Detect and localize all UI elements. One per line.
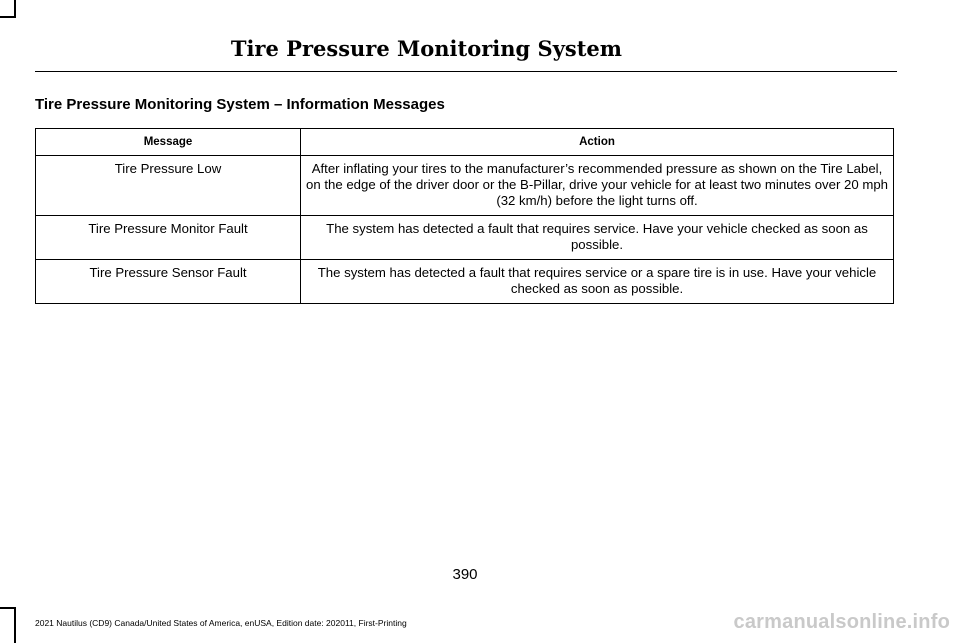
message-cell: Tire Pressure Low [36, 156, 301, 216]
crop-mark-top-left-horizontal [0, 16, 16, 18]
action-cell: The system has detected a fault that requires service or a spare tire is in use. Have your vehicle checked as soon as possible. [301, 260, 894, 304]
table-row [36, 260, 894, 304]
table-row [36, 216, 894, 260]
action-cell: After inflating your tires to the manufacturer’s recommended pressure as shown on the Tire Label, on the edge of the driver door or the B-Pillar, drive your vehicle for at least two minutes over 20 mph (32 km/h) before the light turns off. [301, 156, 894, 216]
crop-mark-top-left-vertical [14, 0, 16, 17]
information-messages-table [35, 128, 894, 304]
message-cell: Tire Pressure Sensor Fault [36, 260, 301, 304]
crop-mark-bottom-left-horizontal [0, 607, 16, 609]
action-cell: The system has detected a fault that requires service. Have your vehicle checked as soon as possible. [301, 216, 894, 260]
column-header-action: Action [301, 129, 894, 156]
crop-mark-bottom-left-vertical [14, 608, 16, 643]
column-header-message: Message [36, 129, 301, 156]
page-number: 390 [452, 566, 478, 583]
table-header-row [36, 129, 894, 156]
title-divider [35, 71, 897, 72]
page-title: Tire Pressure Monitoring System [230, 36, 622, 61]
message-cell: Tire Pressure Monitor Fault [36, 216, 301, 260]
watermark: carmanualsonline.info [733, 611, 950, 633]
table-row [36, 156, 894, 216]
section-heading: Tire Pressure Monitoring System – Information Messages [35, 96, 445, 113]
edition-footer: 2021 Nautilus (CD9) Canada/United States of America, enUSA, Edition date: 202011, First-Printing [35, 618, 407, 628]
